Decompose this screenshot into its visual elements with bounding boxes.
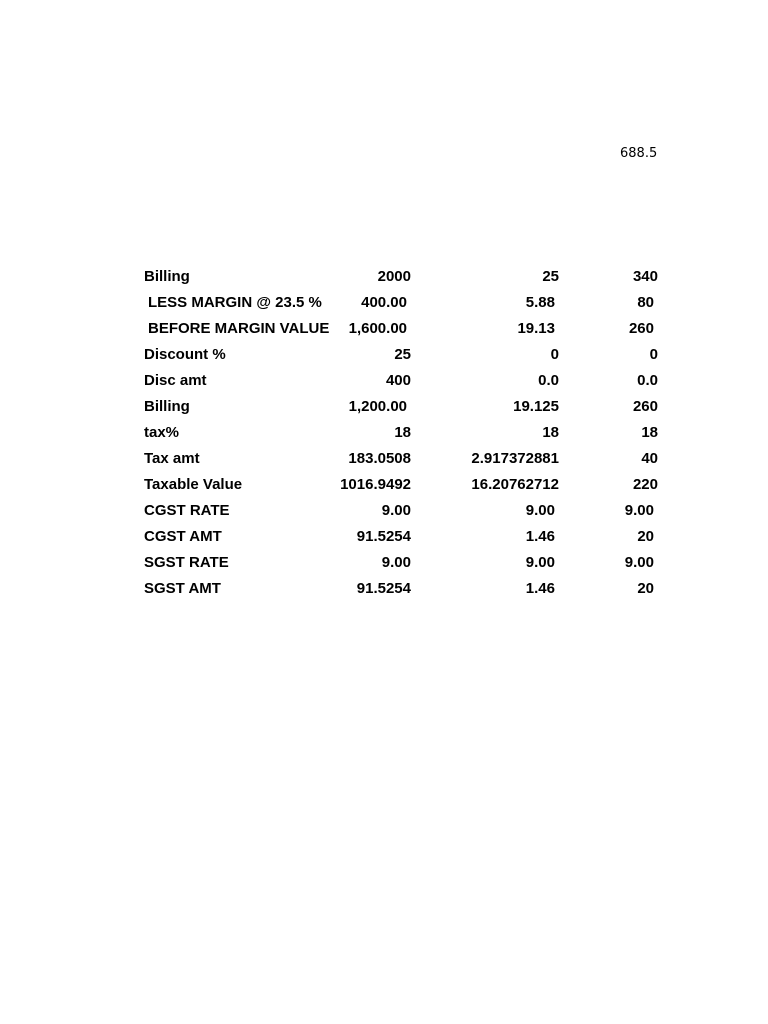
value-col-3: 220 <box>632 476 658 493</box>
row-label: CGST RATE <box>144 502 230 519</box>
value-col-2: 1.46 <box>525 528 555 545</box>
value-col-3: 20 <box>637 580 654 597</box>
top-value: 688.5 <box>620 146 658 161</box>
row-label: CGST AMT <box>144 528 222 545</box>
row-before-margin-value <box>144 316 664 342</box>
value-col-1: 91.5254 <box>356 528 411 545</box>
value-col-1: 1,200.00 <box>348 398 407 415</box>
value-col-2: 19.125 <box>513 398 559 415</box>
value-col-3: 20 <box>637 528 654 545</box>
row-label: BEFORE MARGIN VALUE <box>148 320 330 337</box>
row-sgst-amt <box>144 576 664 602</box>
row-label: Discount % <box>144 346 226 363</box>
row-label: Billing <box>144 268 190 285</box>
value-col-1: 18 <box>394 424 411 441</box>
value-col-1: 400.00 <box>361 294 407 311</box>
value-col-1: 400 <box>385 372 411 389</box>
row-label: Billing <box>144 398 190 415</box>
value-col-2: 0.0 <box>538 372 559 389</box>
row-label: SGST RATE <box>144 554 229 571</box>
row-less-margin <box>144 290 664 316</box>
billing-sheet <box>144 264 664 602</box>
value-col-3: 0.0 <box>637 372 658 389</box>
row-label: Taxable Value <box>144 476 243 493</box>
value-col-3: 9.00 <box>624 554 654 571</box>
value-col-3: 80 <box>637 294 654 311</box>
value-col-2: 16.20762712 <box>471 476 559 493</box>
value-col-3: 9.00 <box>624 502 654 519</box>
value-col-3: 340 <box>632 268 658 285</box>
value-col-1: 25 <box>394 346 411 363</box>
value-col-3: 260 <box>632 398 658 415</box>
row-discount-percent <box>144 342 664 368</box>
value-col-2: 18 <box>542 424 559 441</box>
row-tax-amt <box>144 446 664 472</box>
row-label: Tax amt <box>144 450 200 467</box>
value-col-3: 40 <box>641 450 658 467</box>
value-col-2: 5.88 <box>525 294 555 311</box>
value-col-3: 0 <box>649 346 658 363</box>
value-col-1: 183.0508 <box>348 450 411 467</box>
row-cgst-rate <box>144 498 664 524</box>
row-tax-percent <box>144 420 664 446</box>
value-col-2: 9.00 <box>525 554 555 571</box>
row-label: SGST AMT <box>144 580 221 597</box>
value-col-1: 1,600.00 <box>348 320 407 337</box>
value-col-2: 9.00 <box>525 502 555 519</box>
value-col-2: 0 <box>550 346 559 363</box>
value-col-2: 2.917372881 <box>471 450 559 467</box>
value-col-2: 1.46 <box>525 580 555 597</box>
row-billing <box>144 264 664 290</box>
value-col-1: 91.5254 <box>356 580 411 597</box>
row-label: Disc amt <box>144 372 207 389</box>
value-col-1: 9.00 <box>381 554 411 571</box>
row-label: tax% <box>144 424 180 441</box>
row-billing-net <box>144 394 664 420</box>
value-col-3: 260 <box>628 320 654 337</box>
value-col-1: 2000 <box>377 268 411 285</box>
value-col-1: 1016.9492 <box>340 476 411 493</box>
row-cgst-amt <box>144 524 664 550</box>
value-col-2: 19.13 <box>517 320 555 337</box>
row-sgst-rate <box>144 550 664 576</box>
value-col-1: 9.00 <box>381 502 411 519</box>
row-label: LESS MARGIN @ 23.5 % <box>148 294 322 311</box>
value-col-2: 25 <box>542 268 559 285</box>
row-taxable-value <box>144 472 664 498</box>
row-disc-amt <box>144 368 664 394</box>
value-col-3: 18 <box>641 424 658 441</box>
